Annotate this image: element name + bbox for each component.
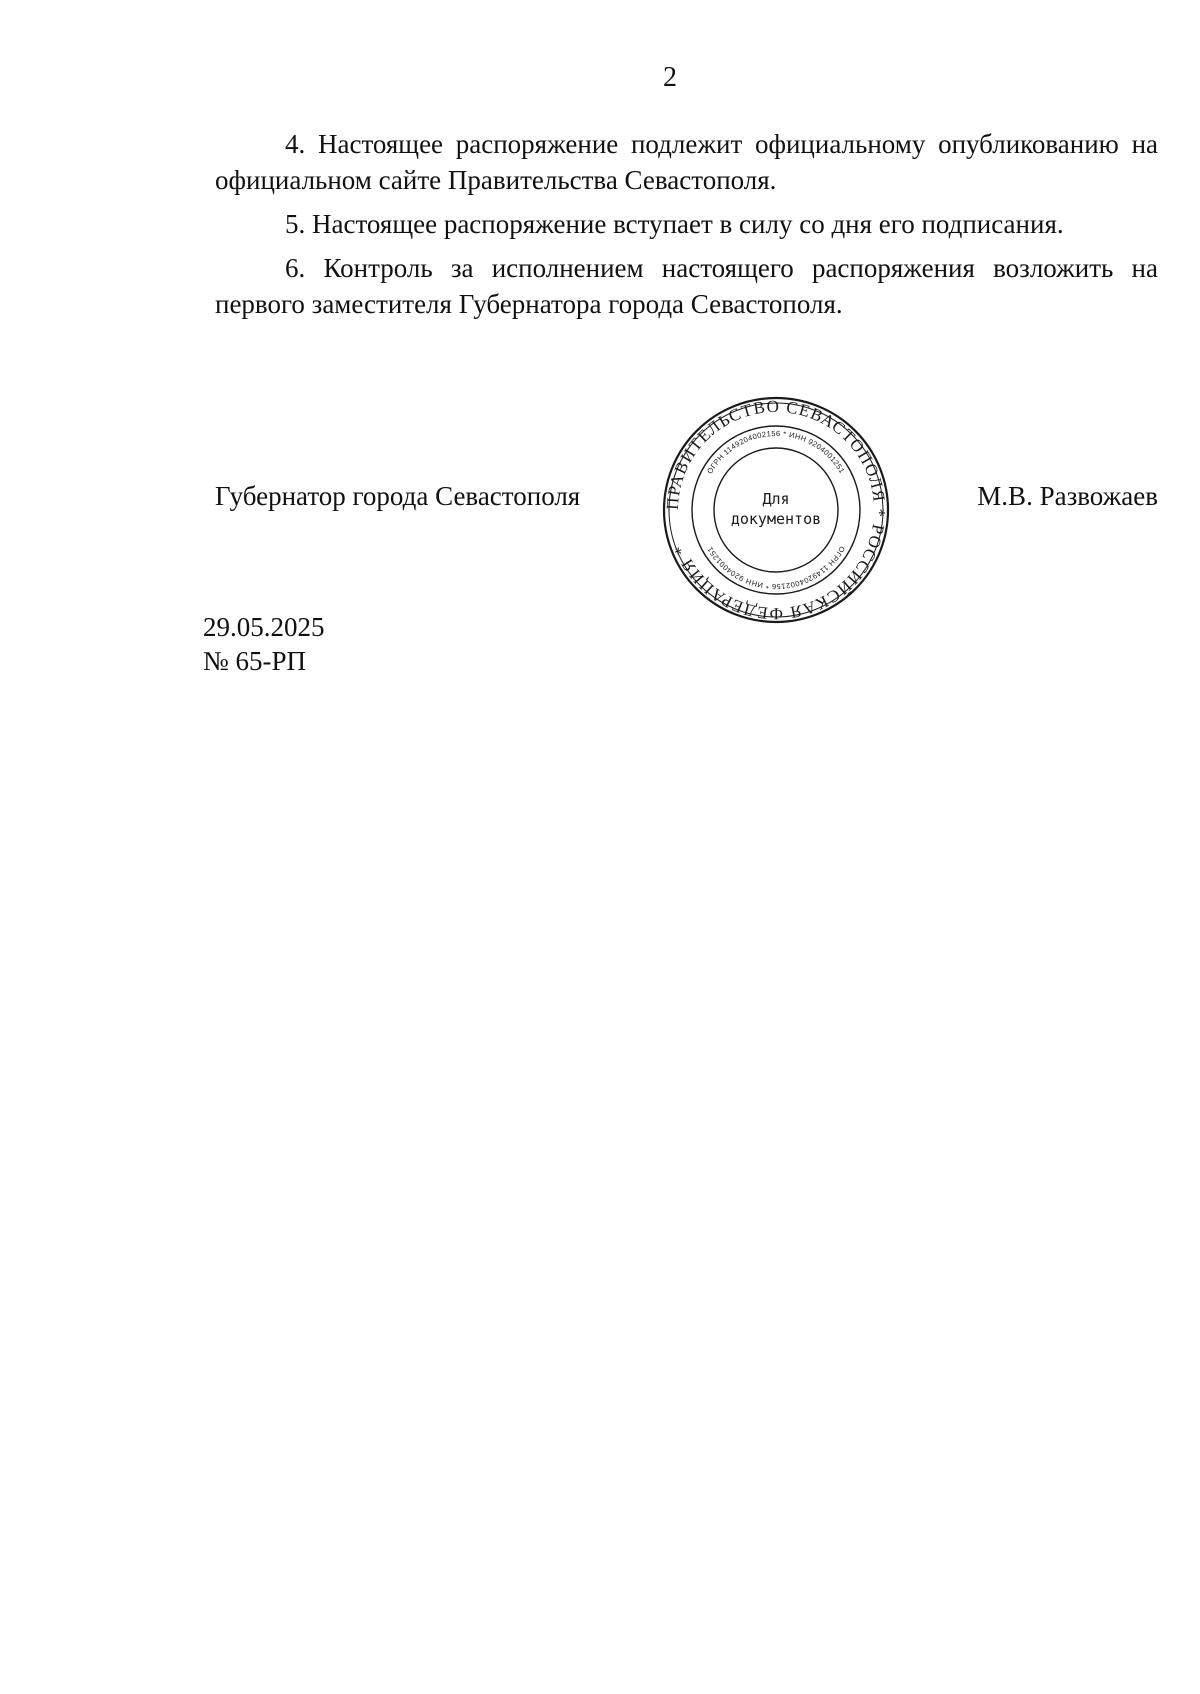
document-date: 29.05.2025: [203, 612, 325, 642]
seal-inner-text-bottom: ОГРН 1149204002156 * ИНН 9204001251: [705, 544, 847, 592]
document-number: № 65-РП: [203, 646, 307, 676]
signer-title: Губернатор города Севастополя: [215, 481, 581, 511]
seal-center-line-1: Для: [762, 490, 790, 508]
official-seal-stamp: [660, 394, 892, 626]
page-number: 2: [663, 62, 677, 93]
paragraph-item-6: 6. Контроль за исполнением настоящего распоряжения возложить на первого заместителя Губернатора города Севастополя.: [215, 253, 1158, 319]
paragraph-item-5: 5. Настоящее распоряжение вступает в силу со дня его подписания.: [285, 209, 1064, 239]
seal-outer-text: ПРАВИТЕЛЬСТВО СЕВАСТОПОЛЯ * РОССИЙСКАЯ ФЕДЕРАЦИЯ *: [662, 396, 890, 624]
signer-name: М.В. Развожаев: [977, 481, 1158, 511]
document-meta: [203, 610, 325, 678]
paragraph-item-4-block: [215, 126, 1158, 322]
seal-center-line-2: документов: [730, 510, 822, 528]
seal-inner-text: ОГРН 1149204002156 * ИНН 9204001251: [705, 428, 847, 476]
paragraph-item-4: 4. Настоящее распоряжение подлежит официальному опубликованию на официальном сайте Правительства Севастополя.: [215, 129, 1158, 195]
